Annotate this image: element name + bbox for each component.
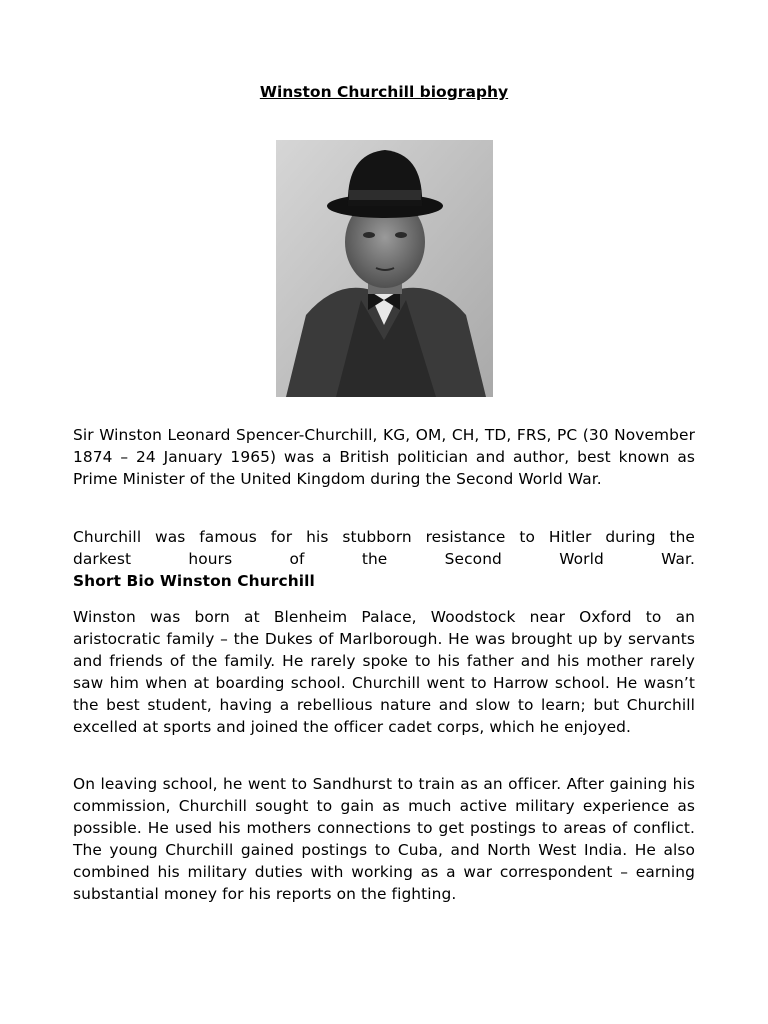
military-text: On leaving school, he went to Sandhurst to train as an officer. After gaining his commission, Churchill sought to gain as much active military experience as possible. He used his mothers connections to get postings to areas of conflict. The young Churchill gained postings to Cuba, and North West India. He also combined his military duties with working as a war correspondent – earning substantial money for his reports on the fighting. [73,775,695,903]
military-paragraph [73,773,695,905]
intro-paragraph [73,424,695,490]
intro-text: Sir Winston Leonard Spencer-Churchill, KG, OM, CH, TD, FRS, PC (30 November 1874 – 24 January 1965) was a British politician and author, best known as Prime Minister of the United Kingdom during the Second World War. [73,426,695,488]
page-title: Winston Churchill biography [259,83,509,101]
early-life-paragraph [73,606,695,738]
famous-text-line-1: Churchill was famous for his stubborn resistance to Hitler during the [73,528,695,546]
section-subheading: Short Bio Winston Churchill [73,572,315,590]
early-life-text: Winston was born at Blenheim Palace, Woodstock near Oxford to an aristocratic family – the Dukes of Marlborough. He was brought up by servants and friends of the family. He rarely spoke to his father and his mother rarely saw him when at boarding school. Churchill went to Harrow school. He wasn’t the best student, having a rebellious nature and slow to learn; but Churchill excelled at sports and joined the officer cadet corps, which he enjoyed. [73,608,695,736]
famous-text-line-2: darkest hours of the Second World War. [73,550,695,568]
portrait-photo-icon [276,140,493,397]
famous-paragraph [73,526,695,592]
